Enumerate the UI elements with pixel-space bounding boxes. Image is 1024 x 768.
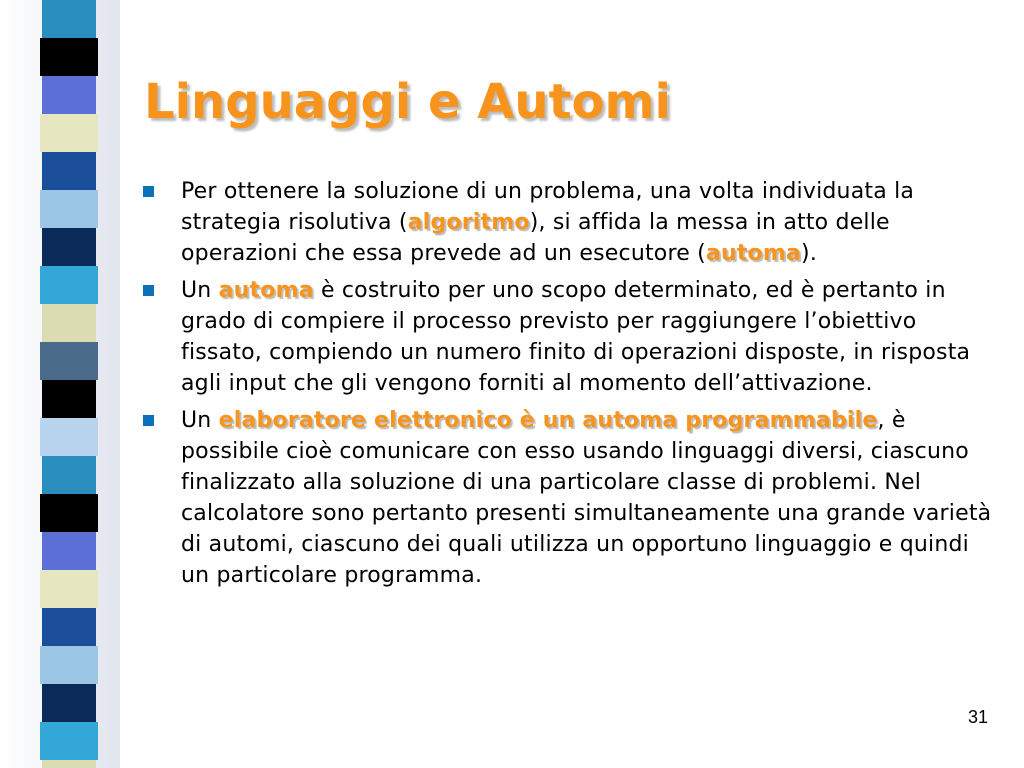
text-run: ).: [801, 241, 818, 266]
page-number: 31: [967, 707, 988, 727]
text-run: Un: [181, 278, 219, 303]
color-bar-segment: [40, 266, 98, 304]
highlighted-term: elaboratore elettronico è un automa programmabile: [218, 408, 878, 433]
color-bar-segment: [42, 456, 96, 494]
square-bullet-icon: [143, 285, 154, 296]
color-bar-segment: [42, 228, 96, 266]
decorative-left-stripe: [0, 0, 120, 768]
color-bar-segment: [42, 304, 96, 342]
highlighted-term: automa: [705, 241, 802, 266]
text-run: Un: [181, 408, 219, 433]
color-bar-segment: [42, 152, 96, 190]
color-bar-segment: [40, 114, 98, 152]
bullet-text: [181, 176, 1000, 269]
bullet-text: [181, 405, 1000, 591]
bullet-text: [181, 275, 1000, 399]
color-bar-segment: [42, 684, 96, 722]
bullet-item: [140, 176, 1000, 269]
color-bar-segment: [40, 190, 98, 228]
highlighted-term: algoritmo: [407, 210, 530, 235]
bullet-list: [140, 176, 1000, 597]
color-bar-segment: [42, 380, 96, 418]
color-bar-segment: [42, 76, 96, 114]
color-bar-segment: [40, 722, 98, 760]
bullet-item: [140, 405, 1000, 591]
color-bar-segment: [40, 342, 98, 380]
slide-title: Linguaggi e Automi: [144, 74, 671, 130]
text-run: è costruito per uno scopo determinato, ed è pertanto in grado di compiere il processo previsto per raggiungere l’obiettivo fissato, compiendo un numero finito di operazioni disposte, in risposta agli input che gli vengono forniti al momento dell’attivazione.: [181, 278, 971, 396]
highlighted-term: automa: [218, 278, 314, 303]
text-run: ), si affida la messa in atto delle operazioni che essa prevede ad un esecutore (: [181, 210, 890, 266]
square-bullet-icon: [143, 186, 154, 197]
decorative-color-bars: [40, 0, 98, 768]
color-bar-segment: [42, 608, 96, 646]
color-bar-segment: [40, 646, 98, 684]
text-run: , è possibile cioè comunicare con esso usando linguaggi diversi, ciascuno finalizzato alla soluzione di una particolare classe di problemi. Nel calcolatore sono pertanto presenti simultaneamente una grande varietà di automi, ciascuno dei quali utilizza un opportuno linguaggio e quindi un particolare programma.: [181, 408, 992, 588]
square-bullet-icon: [143, 415, 154, 426]
color-bar-segment: [42, 0, 96, 38]
color-bar-segment: [40, 494, 98, 532]
color-bar-segment: [40, 570, 98, 608]
bullet-item: [140, 275, 1000, 399]
color-bar-segment: [40, 418, 98, 456]
color-bar-segment: [42, 532, 96, 570]
color-bar-segment: [42, 760, 96, 768]
text-run: Per ottenere la soluzione di un problema, una volta individuata la strategia risolutiva (: [181, 179, 915, 235]
color-bar-segment: [40, 38, 98, 76]
